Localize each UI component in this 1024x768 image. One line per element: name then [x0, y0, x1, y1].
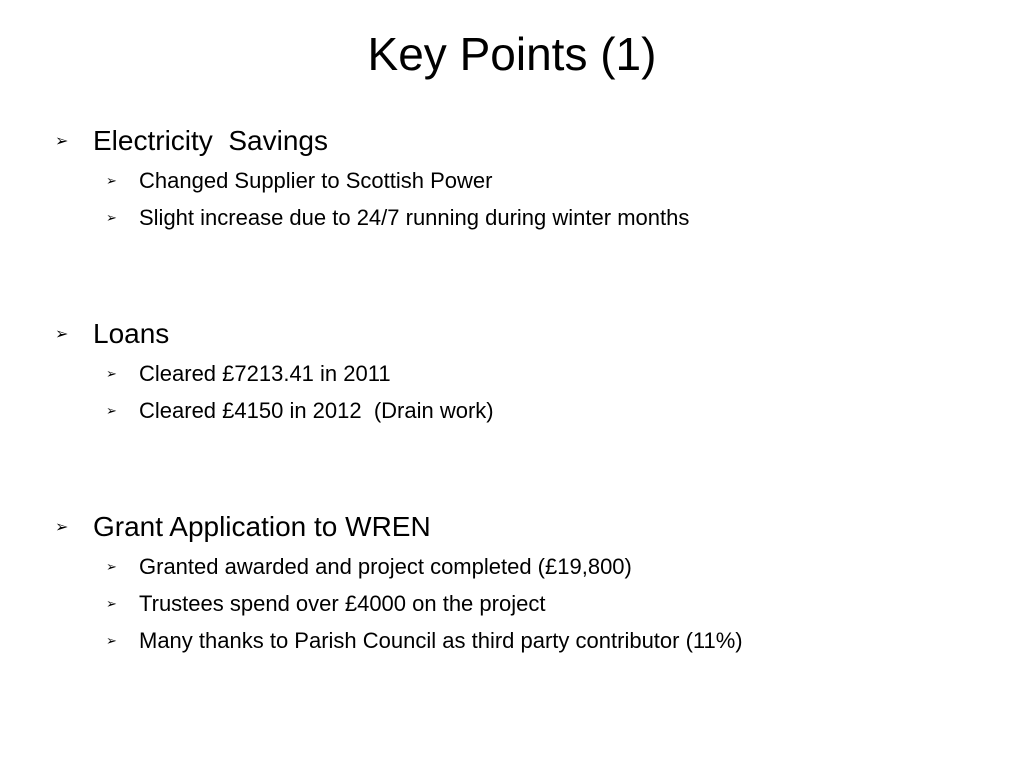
arrow-bullet-icon: ➢ — [106, 173, 117, 188]
arrow-bullet-icon: ➢ — [106, 403, 117, 418]
arrow-bullet-icon: ➢ — [106, 596, 117, 611]
list-item — [106, 359, 391, 392]
arrow-bullet-icon: ➢ — [106, 559, 117, 574]
arrow-bullet-icon: ➢ — [106, 210, 117, 225]
arrow-bullet-icon: ➢ — [55, 519, 69, 536]
section-heading-label: Electricity Savings — [93, 125, 328, 156]
list-item — [106, 626, 743, 659]
list-item-label: Many thanks to Parish Council as third party contributor (11%) — [139, 628, 743, 653]
section-heading-grant — [55, 509, 431, 550]
list-item — [106, 589, 545, 622]
arrow-bullet-icon: ➢ — [55, 133, 69, 150]
list-item-label: Cleared £7213.41 in 2011 — [139, 361, 391, 386]
list-item-label: Slight increase due to 24/7 running during winter months — [139, 205, 690, 230]
list-item — [106, 396, 494, 429]
list-item — [106, 166, 492, 199]
slide-title: Key Points (1) — [367, 28, 657, 80]
arrow-bullet-icon: ➢ — [106, 366, 117, 381]
section-heading-electricity — [55, 123, 328, 164]
section-heading-label: Grant Application to WREN — [93, 511, 431, 542]
list-item — [106, 552, 632, 585]
arrow-bullet-icon: ➢ — [106, 633, 117, 648]
section-heading-label: Loans — [93, 318, 170, 349]
list-item-label: Cleared £4150 in 2012 (Drain work) — [139, 398, 494, 423]
list-item — [106, 203, 689, 236]
list-item-label: Trustees spend over £4000 on the project — [139, 591, 546, 616]
section-heading-loans — [55, 316, 169, 357]
list-item-label: Changed Supplier to Scottish Power — [139, 168, 493, 193]
arrow-bullet-icon: ➢ — [55, 326, 69, 343]
list-item-label: Granted awarded and project completed (£19,800) — [139, 554, 632, 579]
